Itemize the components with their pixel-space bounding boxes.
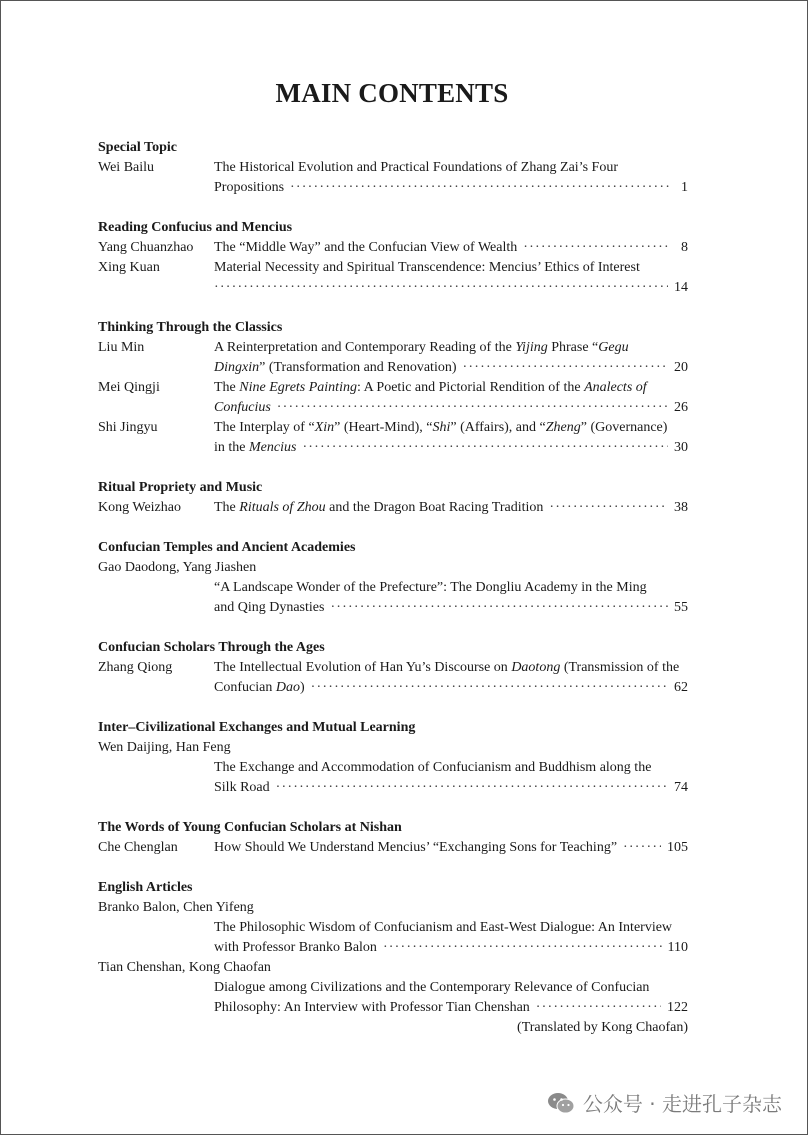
page-number: 74	[674, 780, 688, 795]
entry-title: Material Necessity and Spiritual Transcendence: Mencius’ Ethics of Interest	[214, 260, 640, 275]
page-number: 8	[681, 240, 688, 255]
section-title: Confucian Temples and Ancient Academies	[98, 540, 356, 555]
watermark-text: 公众号 · 走进孔子杂志	[582, 1092, 782, 1116]
table-of-contents	[98, 138, 688, 1038]
entry-author: Tian Chenshan, Kong Chaofan	[98, 960, 271, 975]
leader-dots	[463, 358, 669, 378]
entry-author: Zhang Qiong	[98, 660, 173, 675]
section-title: Inter–Civilizational Exchanges and Mutual Learning	[98, 720, 416, 735]
entry-title: Philosophy: An Interview with Professor Tian Chenshan	[214, 1000, 530, 1015]
entry-author: Shi Jingyu	[98, 420, 158, 435]
entry-title: The Philosophic Wisdom of Confucianism and East-West Dialogue: An Interview	[214, 920, 673, 935]
leader-dots	[623, 838, 661, 858]
entry-title: Dingxin” (Transformation and Renovation)	[214, 360, 457, 375]
entry-author: Kong Weizhao	[98, 500, 181, 515]
entry-title: How Should We Understand Mencius’ “Exchanging Sons for Teaching”	[214, 840, 618, 855]
entry-title: A Reinterpretation and Contemporary Reading of the Yijing Phrase “Gegu	[214, 340, 629, 355]
toc-entry-continued[interactable]	[98, 398, 688, 418]
toc-entry[interactable]	[98, 658, 688, 678]
leader-dots	[523, 238, 670, 258]
section-title: Special Topic	[98, 140, 177, 155]
page-number: 26	[674, 400, 688, 415]
leader-dots	[383, 938, 662, 958]
section-title: Thinking Through the Classics	[98, 320, 283, 335]
toc-entry-continued[interactable]	[98, 598, 688, 618]
section-title: The Words of Young Confucian Scholars at Nishan	[98, 820, 402, 835]
toc-entry-continued[interactable]	[98, 178, 688, 198]
toc-entry[interactable]	[98, 158, 688, 178]
page-number: 110	[667, 940, 688, 955]
toc-entry[interactable]	[98, 738, 688, 758]
toc-entry-continued[interactable]	[98, 978, 688, 998]
entry-title: The Exchange and Accommodation of Confucianism and Buddhism along the	[214, 760, 652, 775]
entry-title: The Interplay of “Xin” (Heart-Mind), “Shi” (Affairs), and “Zheng” (Governance)	[214, 420, 668, 435]
page-number: 62	[674, 680, 688, 695]
section-title: Reading Confucius and Mencius	[98, 220, 293, 235]
page-title: MAIN CONTENTS	[275, 78, 509, 108]
entry-title: Silk Road	[214, 780, 270, 795]
page-number: 55	[674, 600, 688, 615]
entry-title: Propositions	[214, 180, 285, 195]
entry-author: Wei Bailu	[98, 160, 155, 175]
entry-author: Gao Daodong, Yang Jiashen	[98, 560, 257, 575]
entry-title: Confucian Dao)	[214, 680, 305, 695]
leader-dots	[276, 778, 668, 798]
toc-entry-continued[interactable]	[98, 918, 688, 938]
toc-entry[interactable]	[98, 338, 688, 358]
section-title: Ritual Propriety and Music	[98, 480, 263, 495]
page-number: 122	[667, 1000, 688, 1015]
entry-author: Xing Kuan	[98, 260, 160, 275]
leader-dots	[277, 398, 668, 418]
entry-author: Che Chenglan	[98, 840, 178, 855]
wechat-icon	[547, 1092, 575, 1114]
entry-title: The Nine Egrets Painting: A Poetic and Pictorial Rendition of the Analects of	[214, 380, 647, 395]
entry-author: Yang Chuanzhao	[98, 240, 194, 255]
entry-title: “A Landscape Wonder of the Prefecture”: The Dongliu Academy in the Ming	[214, 580, 647, 595]
watermark	[547, 1088, 782, 1117]
toc-entry-continued[interactable]	[98, 678, 688, 698]
toc-entry-continued[interactable]	[98, 278, 688, 298]
toc-entry[interactable]	[98, 838, 688, 858]
toc-entry[interactable]	[98, 558, 688, 578]
entry-title: and Qing Dynasties	[214, 600, 325, 615]
toc-entry[interactable]	[98, 378, 688, 398]
toc-entry[interactable]	[98, 958, 688, 978]
page-number: 105	[667, 840, 688, 855]
toc-entry[interactable]	[98, 238, 688, 258]
leader-dots	[302, 438, 668, 458]
toc-entry-continued[interactable]	[98, 358, 688, 378]
entry-title: Confucius	[214, 400, 271, 415]
leader-dots	[214, 278, 668, 298]
translator-note: (Translated by Kong Chaofan)	[517, 1020, 688, 1035]
leader-dots	[330, 598, 668, 618]
leader-dots	[549, 498, 668, 518]
page-number: 14	[674, 280, 688, 295]
toc-entry[interactable]	[98, 418, 688, 438]
toc-entry-continued[interactable]	[98, 998, 688, 1018]
entry-author: Branko Balon, Chen Yifeng	[98, 900, 254, 915]
page-number: 1	[681, 180, 688, 195]
entry-author: Mei Qingji	[98, 380, 160, 395]
toc-entry-continued[interactable]	[98, 438, 688, 458]
toc-entry-continued[interactable]	[98, 758, 688, 778]
leader-dots	[290, 178, 670, 198]
entry-title: The “Middle Way” and the Confucian View of Wealth	[214, 240, 518, 255]
entry-title: The Rituals of Zhou and the Dragon Boat Racing Tradition	[214, 500, 544, 515]
entry-title: Dialogue among Civilizations and the Contemporary Relevance of Confucian	[214, 980, 650, 995]
section-title: Confucian Scholars Through the Ages	[98, 640, 325, 655]
toc-entry-continued[interactable]	[98, 938, 688, 958]
entry-author: Wen Daijing, Han Feng	[98, 740, 231, 755]
toc-entry-continued[interactable]	[98, 778, 688, 798]
page-number: 38	[674, 500, 688, 515]
page-number: 20	[674, 360, 688, 375]
section-title: English Articles	[98, 880, 193, 895]
toc-entry[interactable]	[98, 898, 688, 918]
entry-title: The Intellectual Evolution of Han Yu’s Discourse on Daotong (Transmission of the	[214, 660, 680, 675]
entry-title: The Historical Evolution and Practical Foundations of Zhang Zai’s Four	[214, 160, 618, 175]
toc-entry[interactable]	[98, 258, 688, 278]
page-number: 30	[674, 440, 688, 455]
toc-entry-continued[interactable]	[98, 578, 688, 598]
leader-dots	[536, 998, 661, 1018]
entry-title: in the Mencius	[214, 440, 297, 455]
toc-entry[interactable]	[98, 498, 688, 518]
entry-author: Liu Min	[98, 340, 145, 355]
entry-title: with Professor Branko Balon	[214, 940, 377, 955]
leader-dots	[311, 678, 668, 698]
